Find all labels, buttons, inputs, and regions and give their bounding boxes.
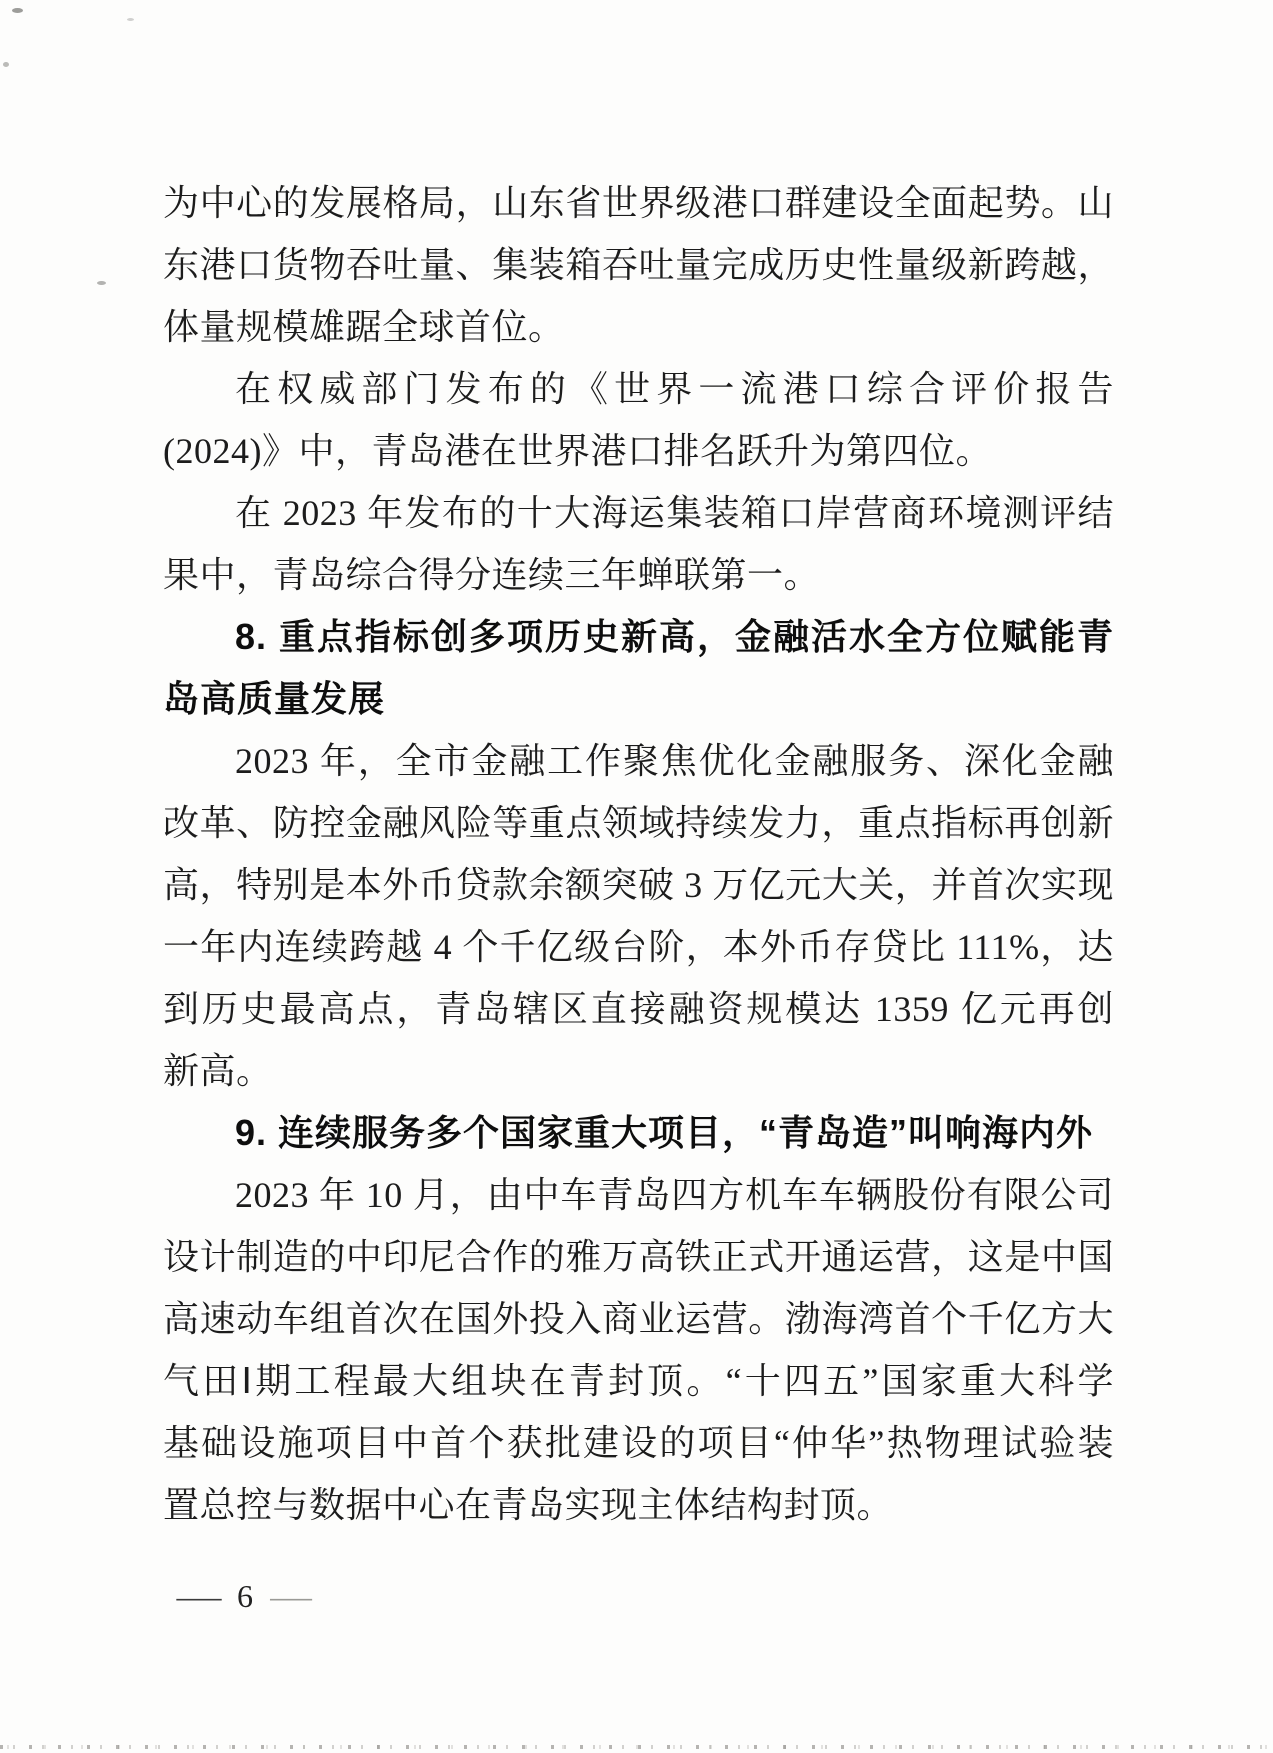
text-line: 改革、防控金融风险等重点领域持续发力，重点指标再创新 (163, 803, 1114, 843)
section-heading-8-cont: 岛高质量发展 (163, 678, 386, 719)
scan-speck (97, 281, 106, 285)
text-line: 到历史最高点，青岛辖区直接融资规模达 1359 亿元再创 (163, 989, 1114, 1029)
text-line: 高，特别是本外币贷款余额突破 3 万亿元大关，并首次实现 (163, 865, 1114, 905)
text-line: 东港口货物吞吐量、集装箱吞吐量完成历史性量级新跨越， (163, 245, 1114, 285)
scan-speck (127, 18, 134, 21)
footer-dash-right: — (270, 1578, 312, 1614)
text-line: 在 2023 年发布的十大海运集装箱口岸营商环境测评结 (235, 493, 1114, 533)
text-line: 基础设施项目中首个获批建设的项目“仲华”热物理试验装 (163, 1423, 1114, 1463)
scan-speck (12, 8, 23, 13)
text-line: 置总控与数据中心在青岛实现主体结构封顶。 (163, 1485, 894, 1525)
text-line: 为中心的发展格局，山东省世界级港口群建设全面起势。山 (163, 183, 1114, 223)
text-line: 设计制造的中印尼合作的雅万高铁正式开通运营，这是中国 (163, 1237, 1114, 1277)
text-line: 高速动车组首次在国外投入商业运营。渤海湾首个千亿方大 (163, 1299, 1114, 1339)
scan-speck (3, 62, 9, 67)
section-heading-8: 8. 重点指标创多项历史新高，金融活水全方位赋能青 (235, 616, 1114, 657)
text-line: 果中，青岛综合得分连续三年蝉联第一。 (163, 555, 821, 595)
text-line: 气田Ⅰ期工程最大组块在青封顶。“十四五”国家重大科学 (163, 1361, 1114, 1401)
text-line: 一年内连续跨越 4 个千亿级台阶，本外币存贷比 111%，达 (163, 927, 1114, 967)
document-body (163, 172, 1114, 1536)
text-line: 新高。 (163, 1051, 273, 1091)
text-line: (2024)》中，青岛港在世界港口排名跃升为第四位。 (163, 431, 992, 471)
page-footer (176, 1578, 312, 1615)
text-line: 体量规模雄踞全球首位。 (163, 307, 565, 347)
section-heading-9: 9. 连续服务多个国家重大项目，“青岛造”叫响海内外 (235, 1112, 1094, 1153)
scan-edge-noise (0, 1745, 1273, 1749)
text-line: 2023 年，全市金融工作聚焦优化金融服务、深化金融 (235, 741, 1114, 781)
text-line: 2023 年 10 月，由中车青岛四方机车车辆股份有限公司 (235, 1175, 1114, 1215)
footer-dash-left: — (176, 1578, 222, 1614)
page-number: 6 (237, 1578, 253, 1614)
text-line: 在权威部门发布的《世界一流港口综合评价报告 (235, 369, 1114, 409)
